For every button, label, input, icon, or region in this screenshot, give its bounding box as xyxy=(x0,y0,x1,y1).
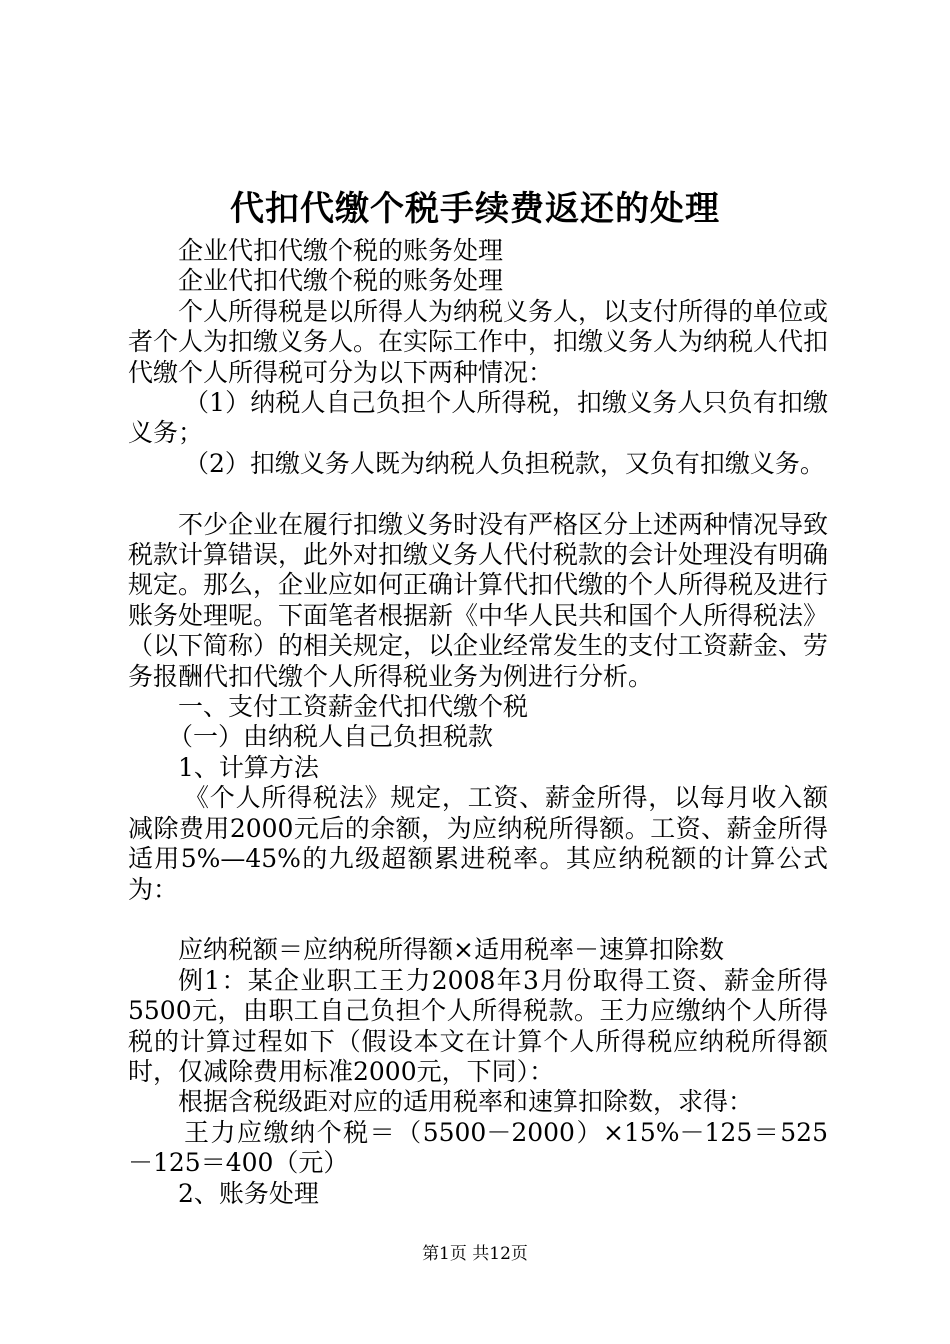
document-body xyxy=(128,236,828,1209)
paragraph-case-2: （2）扣缴义务人既为纳税人负担税款，又负有扣缴义务。 xyxy=(184,448,825,478)
paragraph-case-1: （1）纳税人自己负担个人所得税，扣缴义务人只负有扣缴义务； xyxy=(128,388,828,448)
heading-section-1: 一、支付工资薪金代扣代缴个税 xyxy=(178,692,529,722)
paragraph-tax-law: 《个人所得税法》规定，工资、薪金所得，以每月收入额减除费用2000元后的余额，为应纳税所得额。工资、薪金所得适用5%—45%的九级超额累进税率。其应纳税额的计算公式为： xyxy=(128,783,828,904)
paragraph-analysis: 不少企业在履行扣缴义务时没有严格区分上述两种情况导致税款计算错误，此外对扣缴义务人代付税款的会计处理没有明确规定。那么，企业应如何正确计算代扣代缴的个人所得税及进行账务处理呢。下面笔者根据新《中华人民共和国个人所得税法》（以下简称）的相关规定，以企业经常发生的支付工资薪金、劳务报酬代扣代缴个人所得税业务为例进行分析。 xyxy=(128,509,829,691)
paragraph-subtitle-1: 企业代扣代缴个税的账务处理 xyxy=(178,236,504,265)
paragraph-subtitle-2: 企业代扣代缴个税的账务处理 xyxy=(178,266,504,296)
paragraph-intro: 个人所得税是以所得人为纳税义务人，以支付所得的单位或者个人为扣缴义务人。在实际工作中，扣缴义务人为纳税人代扣代缴个人所得税可分为以下两种情况： xyxy=(128,296,829,387)
heading-accounting: 2、账务处理 xyxy=(178,1178,319,1208)
paragraph-formula: 应纳税额＝应纳税所得额×适用税率－速算扣除数 xyxy=(178,935,724,965)
page-footer: 第1页 共12页 xyxy=(422,1244,528,1264)
paragraph-calculation: 王力应缴纳个税＝（5500－2000）×15%－125＝525－125＝400（元） xyxy=(128,1117,828,1178)
paragraph-rate-note: 根据含税级距对应的适用税率和速算扣除数，求得： xyxy=(178,1087,754,1117)
heading-subsection-1: （一）由纳税人自己负担税款 xyxy=(168,722,494,752)
document-title: 代扣代缴个税手续费返还的处理 xyxy=(230,189,720,229)
heading-calc-method: 1、计算方法 xyxy=(178,752,319,782)
paragraph-example-1: 例1：某企业职工王力2008年3月份取得工资、薪金所得5500元，由职工自己负担个人所得税款。王力应缴纳个人所得税的计算过程如下（假设本文在计算个人所得税应纳税所得额时，仅减除费用标准2000元，下同）： xyxy=(128,965,828,1086)
